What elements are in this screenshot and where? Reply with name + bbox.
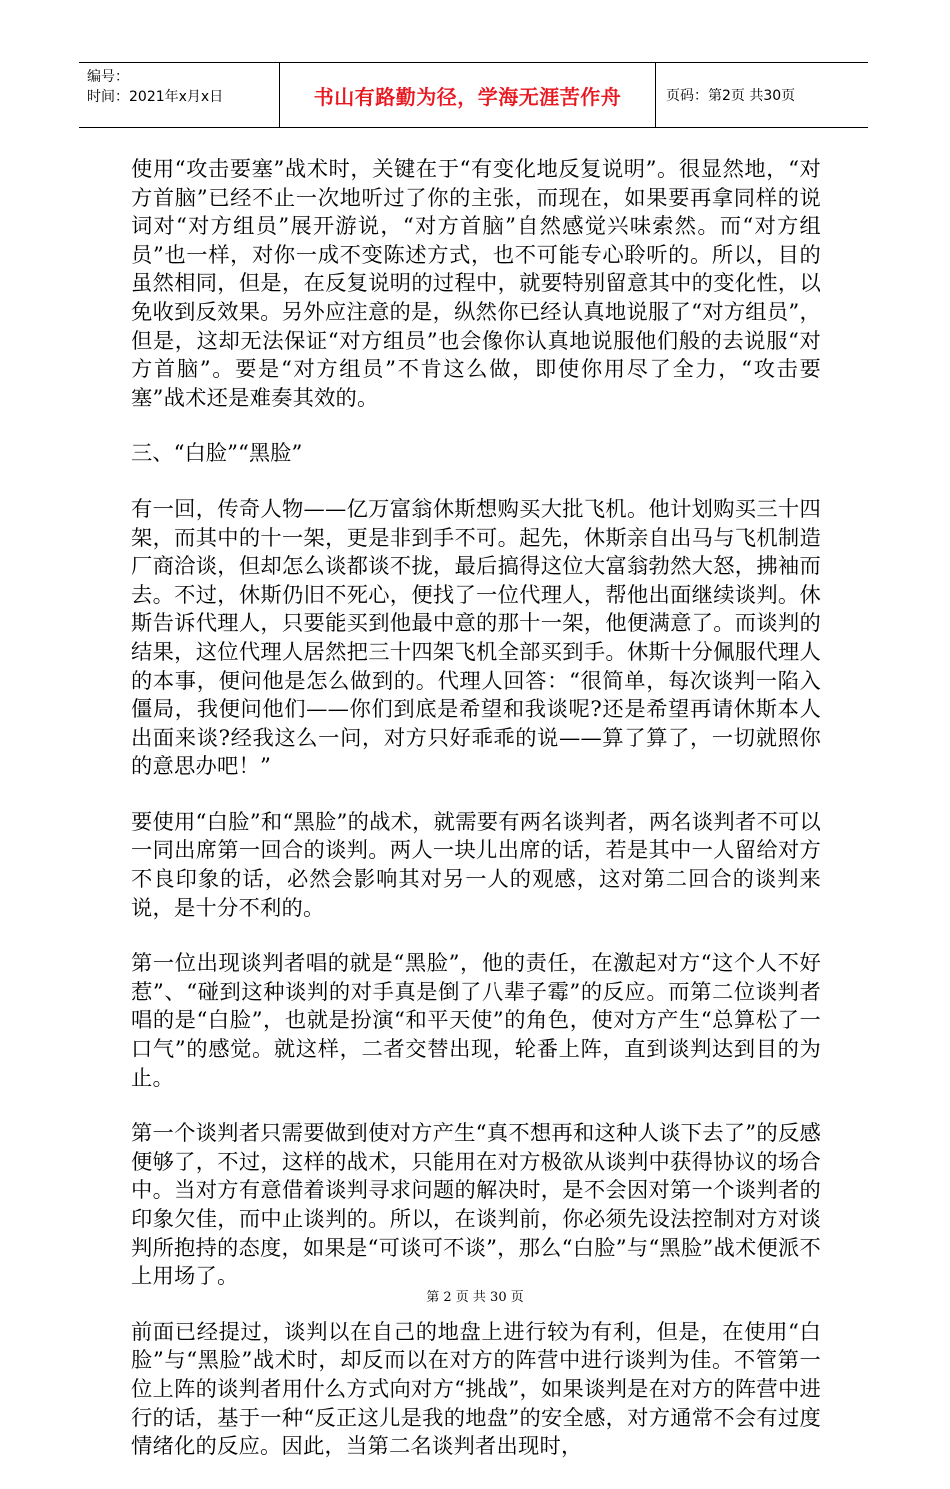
header-page-cell bbox=[656, 63, 868, 127]
header-info-cell bbox=[79, 63, 280, 127]
page-code: 页码：第2页 共30页 bbox=[666, 88, 796, 104]
paragraph: 有一回，传奇人物——亿万富翁休斯想购买大批飞机。他计划购买三十四架，而其中的十一架，更是非到手不可。起先，休斯亲自出马与飞机制造厂商洽谈，但却怎么谈都谈不拢，最后搞得这位大富翁勃然大怒，拂袖而去。不过，休斯仍旧不死心，便找了一位代理人，帮他出面继续谈判。休斯告诉代理人，只要能买到他最中意的那十一架，他便满意了。而谈判的结果，这位代理人居然把三十四架飞机全部买到手。休斯十分佩服代理人的本事，便问他是怎么做到的。代理人回答：“很简单，每次谈判一陷入僵局，我便问他们——你们到底是希望和我谈呢?还是希望再请休斯本人出面来谈?经我这么一问，对方只好乖乖的说——算了算了，一切就照你的意思办吧！” bbox=[131, 496, 821, 780]
time-label: 时间：2021年x月x日 bbox=[87, 89, 224, 105]
number-label: 编号： bbox=[87, 69, 129, 85]
paragraph: 要使用“白脸”和“黑脸”的战术，就需要有两名谈判者，两名谈判者不可以一同出席第一回合的谈判。两人一块儿出席的话，若是其中一人留给对方不良印象的话，必然会影响其对另一人的观感，这对第二回合的谈判来说，是十分不利的。 bbox=[131, 809, 821, 921]
section-heading: 三、“白脸”“黑脸” bbox=[131, 441, 303, 467]
paragraph: 第一个谈判者只需要做到使对方产生“真不想再和这种人谈下去了”的反感便够了，不过，这样的战术，只能用在对方极欲从谈判中获得协议的场合中。当对方有意借着谈判寻求问题的解决时，是不会因对第一个谈判者的印象欠佳，而中止谈判的。所以，在谈判前，你必须先设法控制对方对谈判所抱持的态度，如果是“可谈可不谈”，那么“白脸”与“黑脸”战术便派不上用场了。 bbox=[131, 1121, 821, 1290]
page-footer: 第 2 页 共 30 页 bbox=[426, 1290, 524, 1305]
paragraph: 前面已经提过，谈判以在自己的地盘上进行较为有利，但是，在使用“白脸”与“黑脸”战术时，却反而以在对方的阵营中进行谈判为佳。不管第一位上阵的谈判者用什么方式向对方“挑战”，如果谈判是在对方的阵营中进行的话，基于一种“反正这儿是我的地盘”的安全感，对方通常不会有过度情绪化的反应。因此，当第二名谈判者出现时， bbox=[131, 1319, 821, 1460]
header-motto-cell bbox=[280, 63, 656, 127]
motto-text: 书山有路勤为径，学海无涯苦作舟 bbox=[313, 84, 622, 109]
paragraph: 使用“攻击要塞”战术时，关键在于“有变化地反复说明”。很显然地，“对方首脑”已经不止一次地听过了你的主张，而现在，如果要再拿同样的说词对“对方组员”展开游说，“对方首脑”自然感觉兴味索然。而“对方组员”也一样，对你一成不变陈述方式，也不可能专心聆听的。所以，目的虽然相同，但是，在反复说明的过程中，就要特别留意其中的变化性，以免收到反效果。另外应注意的是，纵然你已经认真地说服了“对方组员”，但是，这却无法保证“对方组员”也会像你认真地说服他们般的去说服“对方首脑”。要是“对方组员”不肯这么做，即使你用尽了全力，“攻击要塞”战术还是难奏其效的。 bbox=[131, 157, 821, 411]
page-header bbox=[79, 62, 868, 128]
paragraph: 第一位出现谈判者唱的就是“黑脸”，他的责任，在激起对方“这个人不好惹”、“碰到这种谈判的对手真是倒了八辈子霉”的反应。而第二位谈判者唱的是“白脸”，也就是扮演“和平天使”的角色，使对方产生“总算松了一口气”的感觉。就这样，二者交替出现，轮番上阵，直到谈判达到目的为止。 bbox=[131, 951, 821, 1091]
